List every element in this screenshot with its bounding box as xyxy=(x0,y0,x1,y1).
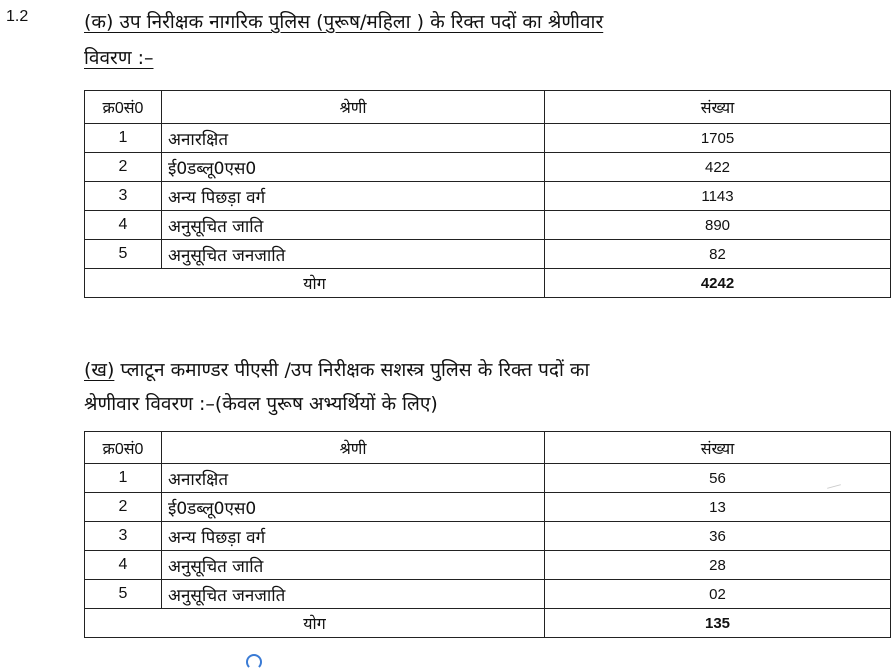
table-row xyxy=(85,580,891,609)
table-row xyxy=(85,464,891,493)
row-category: अनुसूचित जनजाति xyxy=(162,240,545,269)
section-b-heading-text: प्लाटून कमाण्डर पीएसी /उप निरीक्षक सशस्त्र पुलिस के रिक्त पदों का xyxy=(114,359,590,381)
row-count: 13 xyxy=(545,493,891,522)
section-b-heading-line2: श्रेणीवार विवरण :–(केवल पुरूष अभ्यर्थियों के लिए) xyxy=(84,393,438,415)
table-header-row xyxy=(85,432,891,464)
row-serial-no: 4 xyxy=(85,211,162,240)
scan-artifact-blue xyxy=(246,654,262,670)
row-category: अन्य पिछड़ा वर्ग xyxy=(162,522,545,551)
table-row xyxy=(85,211,891,240)
table-row xyxy=(85,493,891,522)
vacancy-table-civil-police xyxy=(84,90,891,298)
total-label: योग xyxy=(85,609,545,638)
row-serial-no: 3 xyxy=(85,182,162,211)
row-category: अनुसूचित जाति xyxy=(162,551,545,580)
header-serial-no: क्र0सं0 xyxy=(85,432,162,464)
table-row xyxy=(85,240,891,269)
row-category: अनुसूचित जाति xyxy=(162,211,545,240)
header-category: श्रेणी xyxy=(162,432,545,464)
section-number: 1.2 xyxy=(6,8,29,25)
table-row xyxy=(85,153,891,182)
row-count: 422 xyxy=(545,153,891,182)
row-serial-no: 5 xyxy=(85,240,162,269)
row-category: ई0डब्लू0एस0 xyxy=(162,493,545,522)
row-category: अनारक्षित xyxy=(162,464,545,493)
table-row xyxy=(85,124,891,153)
row-count: 28 xyxy=(545,551,891,580)
row-category: अनारक्षित xyxy=(162,124,545,153)
table-row xyxy=(85,522,891,551)
row-serial-no: 5 xyxy=(85,580,162,609)
row-count: 02 xyxy=(545,580,891,609)
header-count: संख्या xyxy=(545,91,891,124)
row-category: ई0डब्लू0एस0 xyxy=(162,153,545,182)
row-category: अनुसूचित जनजाति xyxy=(162,580,545,609)
table-row xyxy=(85,551,891,580)
table-header-row xyxy=(85,91,891,124)
section-b-heading-line1 xyxy=(84,356,589,382)
vacancy-table-armed-police xyxy=(84,431,891,638)
row-count: 890 xyxy=(545,211,891,240)
row-serial-no: 4 xyxy=(85,551,162,580)
header-count: संख्या xyxy=(545,432,891,464)
row-serial-no: 1 xyxy=(85,124,162,153)
row-count: 36 xyxy=(545,522,891,551)
total-value: 4242 xyxy=(545,269,891,298)
row-count: 1705 xyxy=(545,124,891,153)
row-serial-no: 1 xyxy=(85,464,162,493)
table-row xyxy=(85,182,891,211)
section-a-heading-line1: (क) उप निरीक्षक नागरिक पुलिस (पुरूष/महिला ) के रिक्त पदों का श्रेणीवार xyxy=(84,11,604,33)
section-a-heading-line2: विवरण :– xyxy=(84,47,154,69)
row-serial-no: 3 xyxy=(85,522,162,551)
row-count: 82 xyxy=(545,240,891,269)
total-label: योग xyxy=(85,269,545,298)
row-count: 56 xyxy=(545,464,891,493)
section-b-label: (ख) xyxy=(84,359,115,381)
header-serial-no: क्र0सं0 xyxy=(85,91,162,124)
total-value: 135 xyxy=(545,609,891,638)
header-category: श्रेणी xyxy=(162,91,545,124)
row-serial-no: 2 xyxy=(85,153,162,182)
row-serial-no: 2 xyxy=(85,493,162,522)
row-category: अन्य पिछड़ा वर्ग xyxy=(162,182,545,211)
row-count: 1143 xyxy=(545,182,891,211)
table-total-row xyxy=(85,269,891,298)
table-total-row xyxy=(85,609,891,638)
